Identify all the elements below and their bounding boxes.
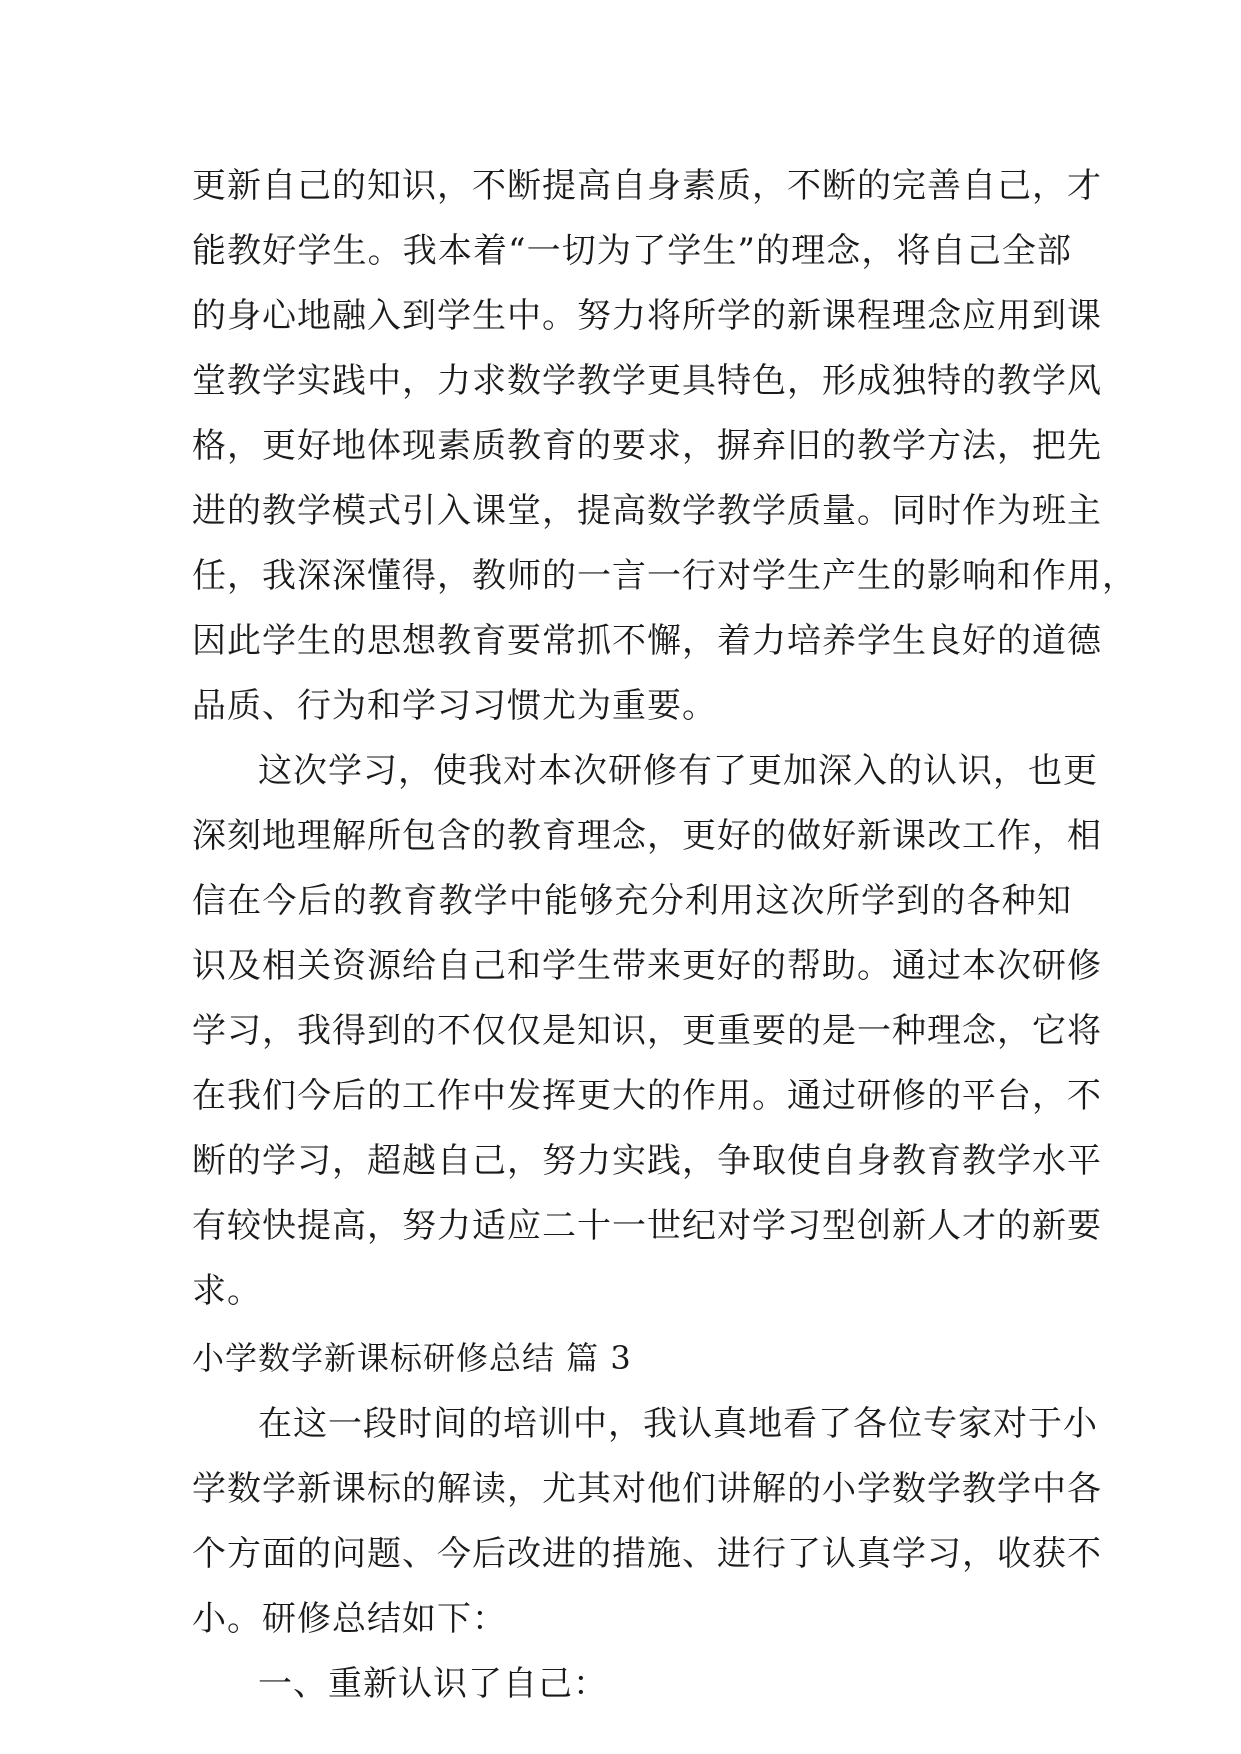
subheading: 一、重新认识了自己： [258, 1664, 608, 1704]
paragraph-1 [192, 154, 1137, 739]
document-body [192, 154, 1137, 1717]
text-line: 学习，我得到的不仅仅是知识，更重要的是一种理念，它将 [192, 1011, 1102, 1051]
text-line: 这次学习，使我对本次研修有了更加深入的认识，也更 [258, 751, 1098, 791]
text-line: 能教好学生。我本着“一切为了学生”的理念，将自己全部 [192, 231, 1072, 271]
text-line: 求。 [192, 1271, 262, 1311]
text-line: 格，更好地体现素质教育的要求，摒弃旧的教学方法，把先 [192, 426, 1102, 466]
paragraph-3 [192, 1392, 1102, 1652]
text-line: 学数学新课标的解读，尤其对他们讲解的小学数学教学中各 [192, 1469, 1102, 1509]
text-line: 识及相关资源给自己和学生带来更好的帮助。通过本次研修 [192, 946, 1102, 986]
text-line: 深刻地理解所包含的教育理念，更好的做好新课改工作，相 [192, 816, 1102, 856]
paragraph-2 [192, 739, 1102, 1324]
text-line: 更新自己的知识，不断提高自身素质，不断的完善自己，才 [192, 166, 1102, 206]
text-line: 堂教学实践中，力求数学教学更具特色，形成独特的教学风 [192, 361, 1102, 401]
section-heading: 小学数学新课标研修总结 篇 3 [192, 1339, 632, 1377]
text-line: 有较快提高，努力适应二十一世纪对学习型创新人才的新要 [192, 1206, 1102, 1246]
text-line: 因此学生的思想教育要常抓不懈，着力培养学生良好的道德 [192, 621, 1102, 661]
text-line: 小。研修总结如下： [192, 1599, 507, 1639]
text-line: 信在今后的教育教学中能够充分利用这次所学到的各种知 [192, 881, 1072, 921]
text-line: 个方面的问题、今后改进的措施、进行了认真学习，收获不 [192, 1534, 1102, 1574]
text-line: 品质、行为和学习习惯尤为重要。 [192, 686, 717, 726]
text-line: 断的学习，超越自己，努力实践，争取使自身教育教学水平 [192, 1141, 1102, 1181]
text-line: 在这一段时间的培训中，我认真地看了各位专家对于小 [258, 1404, 1098, 1444]
text-line: 在我们今后的工作中发挥更大的作用。通过研修的平台，不 [192, 1076, 1102, 1116]
text-line: 的身心地融入到学生中。努力将所学的新课程理念应用到课 [192, 296, 1102, 336]
text-line: 进的教学模式引入课堂，提高数学教学质量。同时作为班主 [192, 491, 1102, 531]
text-line: 任，我深深懂得，教师的一言一行对学生产生的影响和作用， [192, 556, 1137, 596]
